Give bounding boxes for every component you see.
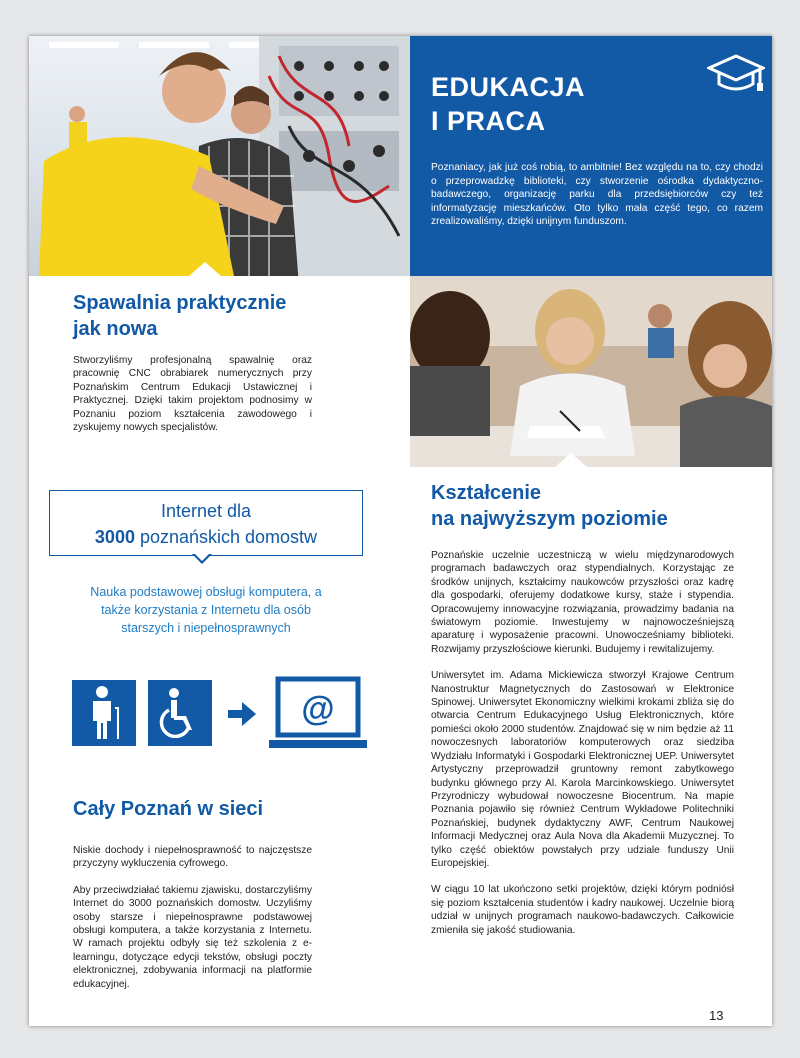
page-title	[431, 70, 691, 138]
callout-subtitle: Nauka podstawowej obsługi komputera, a także korzystania z Internetu dla osób starszych i niepełnosprawnych	[90, 585, 322, 635]
ksztalcenie-p3: W ciągu 10 lat ukończono setki projektów, dzięki którym podniósł się poziom kształcenia studentów i kadry naukowej. Uczelnie biorą udział w unijnych programach naukowo-badawczych. Całkowicie zmieniła się jakość studiowania.	[431, 884, 734, 936]
page-title-line2: I PRACA	[431, 106, 546, 136]
arrow-right-icon	[228, 702, 256, 731]
spawalnia-text: Stworzyliśmy profesjonalną spawalnię oraz pracownię CNC obrabiarek numerycznych przy Poznańskim Centrum Edukacji Ustawicznej i Praktycznej. Dzięki takim projektom podnosimy w Poznaniu poziom kształcenia zawodowego i zyskujemy nowych specjalistów.	[73, 355, 312, 434]
photo-notch	[189, 262, 221, 276]
ksztalcenie-p2: Uniwersytet im. Adama Mickiewicza stworzył Krajowe Centrum Nanostruktur Magnetycznych do Zastosowań w Elektronice Spinowej. Uniwersytet Ekonomiczny wielkimi krokami zbliża się do otwarcia Centrum Edukacyjnego Usług Elektronicznych, które pomieści około 2000 studentów. Znajdować się w nim będzie aż 11 nowoczesnych laboratoriów komputerowych oraz siedziba Wydziału Informatyki i Gospodarki Elektronicznej UEP. Uniwersytet Artystyczny przeprowadził gruntowny remont zabytkowego budynku głównego przy Al. Karola Marcinkowskiego. Uniwersytet Przyrodniczy wybudował nowoczesne Biocentrum. Na mapie Poznania pojawiło się również Centrum Wykładowe Politechniki Poznańskiej, budynek dydaktyczny AWF, Centrum Naukowej Informacji Medycznej oraz Aula Nova dla Akademii Muzycznej. To tylko część obiektów powstałych przy udziale funduszy Unii Europejskiej.	[431, 670, 734, 869]
internet-callout	[49, 490, 363, 556]
ksztalcenie-p1: Poznańskie uczelnie uczestniczą w wielu międzynarodowych programach badawczych oraz stypendialnych. Korzystając ze środków unijnych, kształcimy naukowców przyszłości oraz kadrę dla gospodarki, oferujemy dodatkowe kursy, staże i stypendia. Opracowujemy innowacyjne rozwiązania, prowadzimy badania na światowym poziomie. Inwestujemy w najnowocześniejszą aparaturę i wyposażenie pracowni. Unowocześniamy biblioteki. Rozwijamy przyszłościowe kierunki. Budujemy i rewitalizujemy.	[431, 550, 734, 655]
callout-line2	[50, 524, 362, 550]
at-symbol: @	[301, 690, 335, 728]
caly-poznan-p1: Niskie dochody i niepełnosprawność to najczęstsze przyczyny wykluczenia cyfrowego.	[73, 845, 312, 870]
callout-line1: Internet dla	[160, 501, 252, 521]
elderly-person-icon	[72, 680, 136, 746]
spawalnia-heading-line1: Spawalnia praktycznie	[73, 292, 287, 314]
photo-notch-2	[555, 453, 587, 467]
page-title-line1: EDUKACJA	[431, 72, 586, 102]
callout-number: 3000	[94, 527, 135, 547]
ksztalcenie-heading-line1: Kształcenie	[431, 482, 542, 504]
callout-line2-rest: poznańskich domostw	[134, 527, 318, 547]
wheelchair-icon	[148, 680, 212, 746]
ksztalcenie-text	[431, 549, 734, 950]
spawalnia-heading	[73, 290, 373, 342]
magazine-page	[29, 36, 772, 1026]
lab-students-photo	[29, 36, 410, 276]
caly-poznan-heading: Cały Poznań w sieci	[73, 798, 264, 820]
spawalnia-heading-line2: jak nowa	[73, 318, 158, 340]
students-exam-photo	[410, 276, 772, 467]
ksztalcenie-heading	[431, 480, 751, 532]
caly-poznan-p2: Aby przeciwdziałać takiemu zjawisku, dostarczyliśmy Internet do 3000 poznańskich domostw. Uczyliśmy osoby starsze i niepełnosprawne podstawowej obsługi komputera, a także korzystania z Internetu. W ramach projektu odbyły się też szkolenia z e-learningu, dotyczące edycji tekstów, obsługi poczty elektronicznej, zdobywania informacji na platformie edukacyjnej.	[73, 884, 312, 990]
ksztalcenie-heading-line2: na najwyższym poziomie	[431, 508, 668, 530]
callout-pointer-inner	[194, 553, 210, 561]
caly-poznan-text	[73, 844, 312, 1004]
laptop-at-icon	[269, 676, 367, 757]
intro-text: Poznaniacy, jak już coś robią, to ambitnie! Bez względu na to, czy chodzi o przeprowadzkę biblioteki, czy stworzenie ośrodka dydaktyczno-badawczego, organizację parku dla przedsiębiorców czy też informatyzację mieszkańców. Oto tylko mała część tego, co razem zrealizowaliśmy, dzięki unijnym funduszom.	[431, 162, 763, 228]
graduation-cap-icon	[707, 54, 765, 101]
page-number: 13	[709, 1008, 724, 1023]
